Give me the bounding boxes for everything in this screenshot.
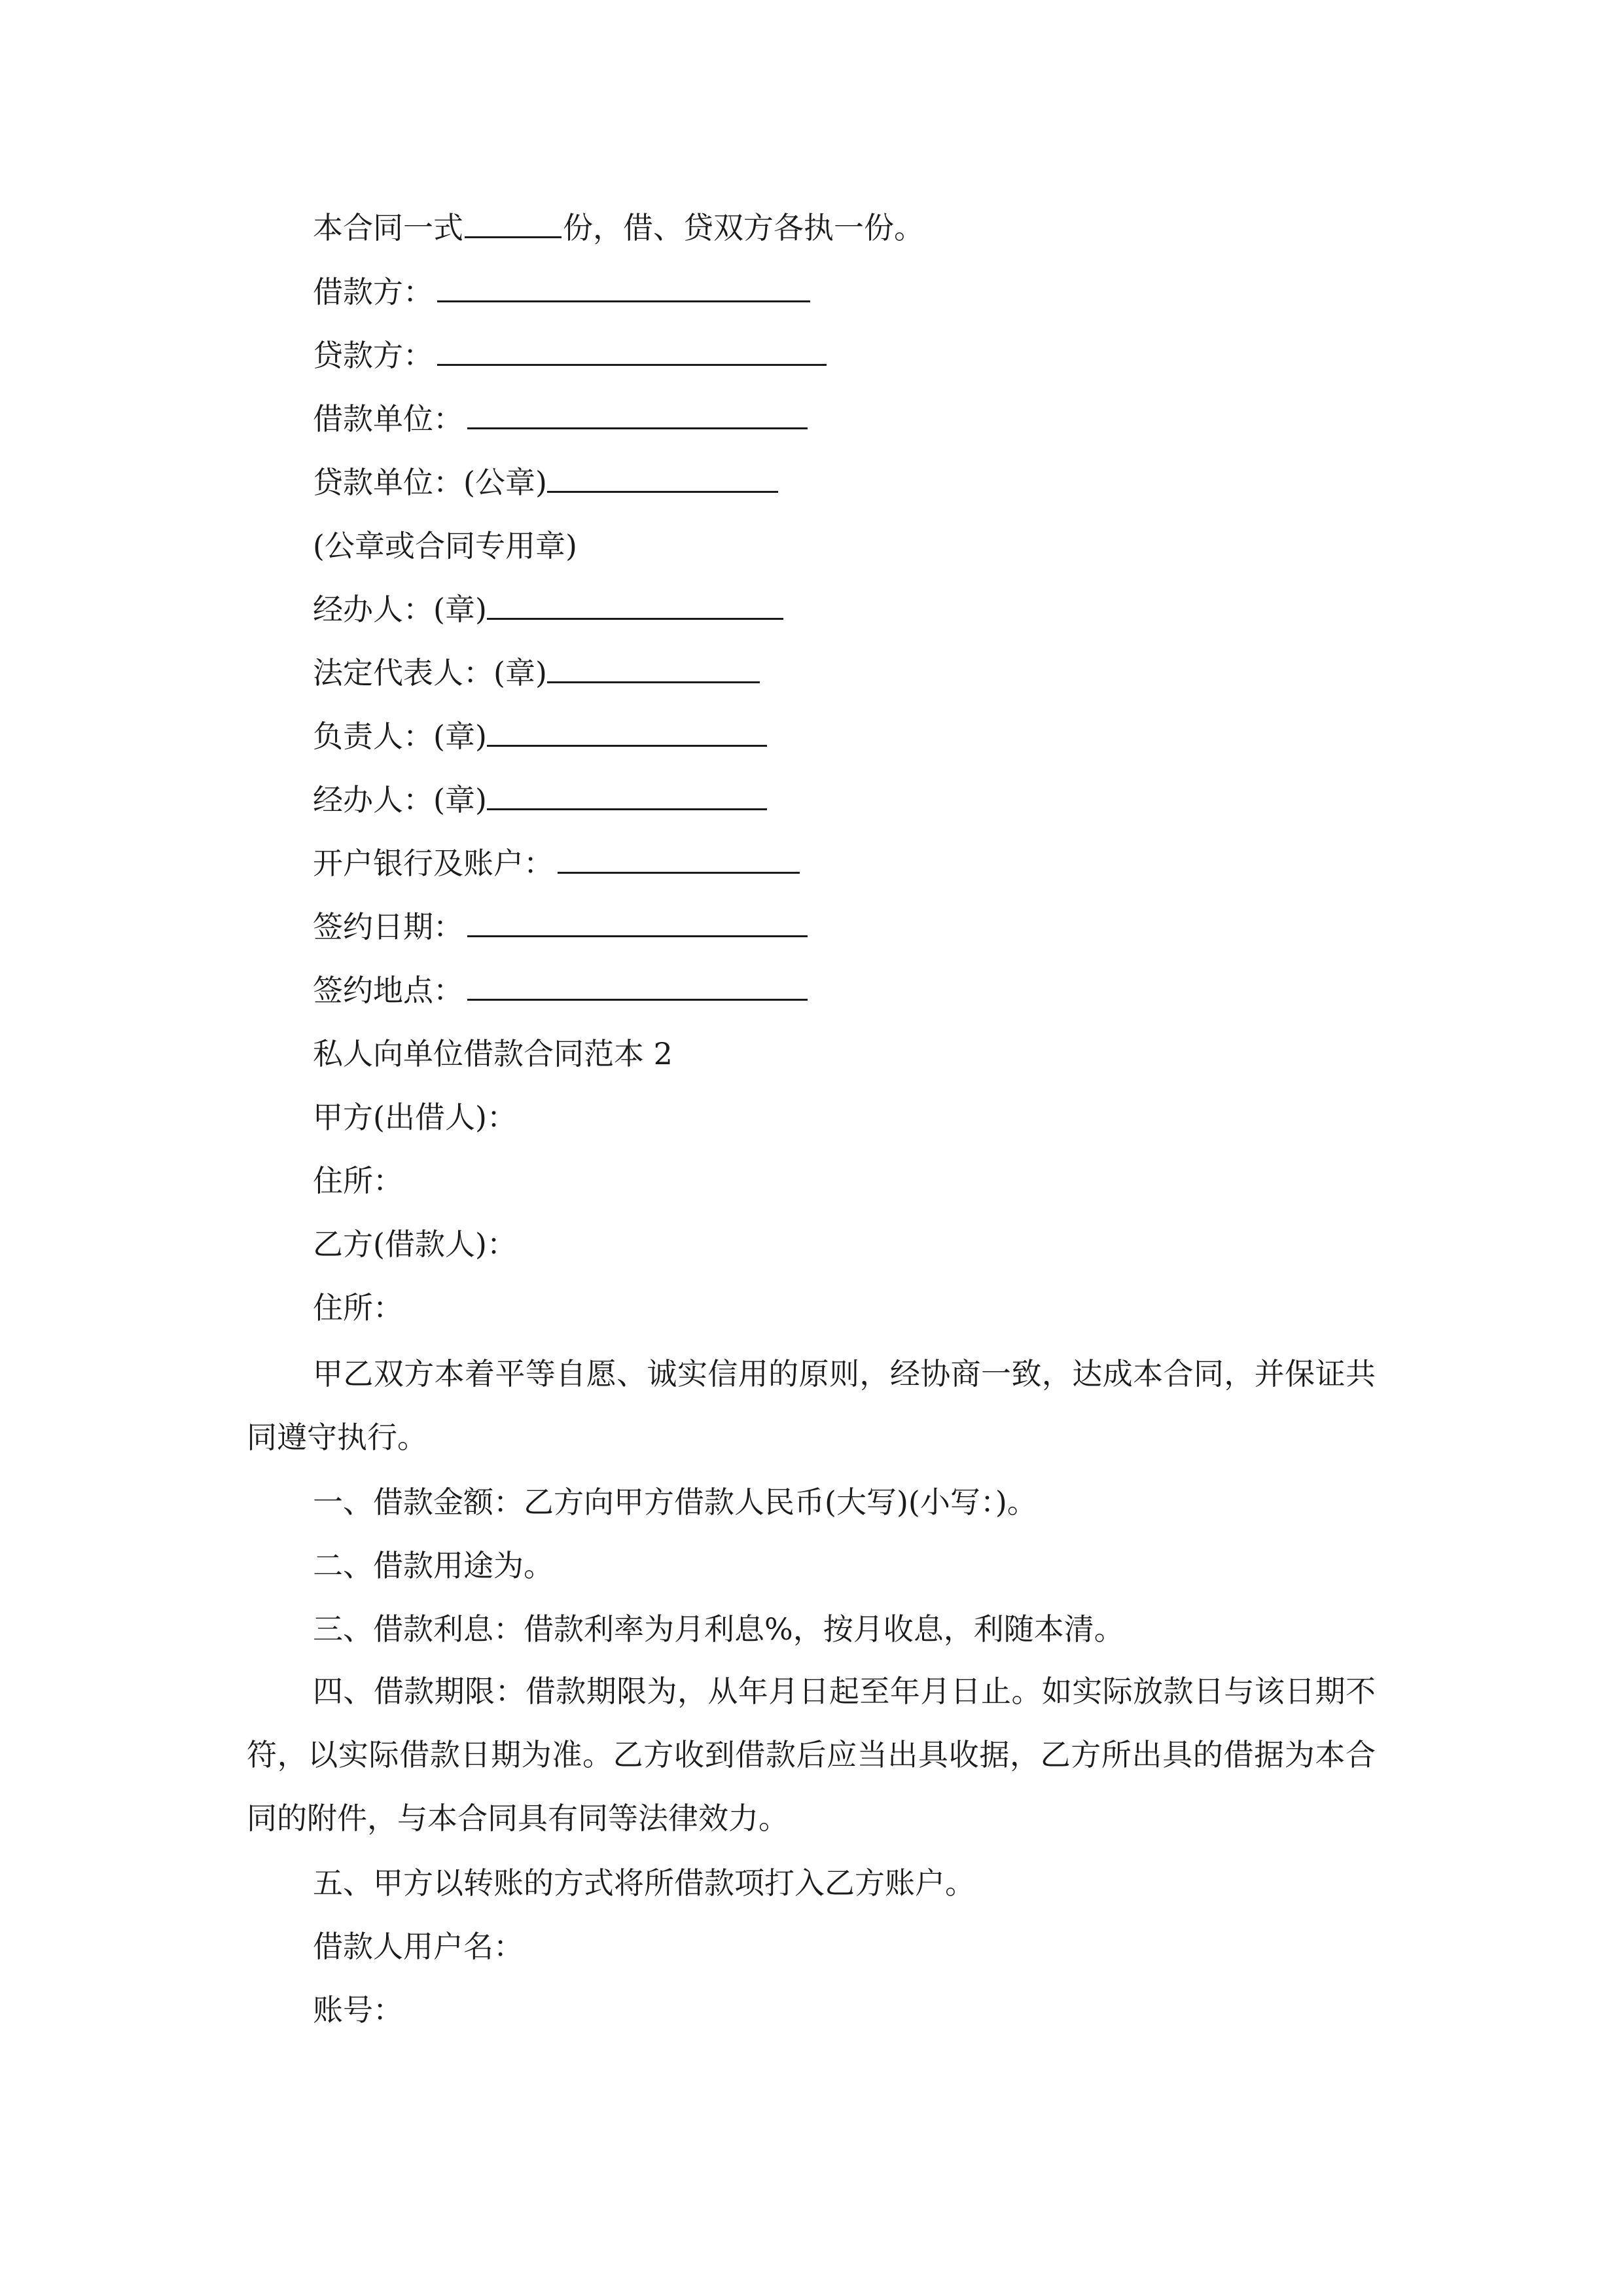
- lender-label: 贷款方：: [313, 338, 433, 373]
- sign-date-line: [313, 908, 808, 946]
- clause-1: 一、借款金额：乙方向甲方借款人民币(大写)(小写：)。: [313, 1484, 1037, 1520]
- lender-unit-label: 贷款单位：(公章): [313, 465, 547, 500]
- account-name-line: 借款人用户名：: [313, 1929, 524, 1964]
- borrower-unit-blank[interactable]: [467, 401, 808, 429]
- template2-title: 私人向单位借款合同范本 2: [313, 1036, 673, 1071]
- borrower-unit-line: [313, 400, 808, 438]
- copies-prefix: 本合同一式: [313, 210, 463, 245]
- seal-note-line: [313, 527, 577, 565]
- seal-note: (公章或合同专用章): [313, 528, 577, 564]
- intro-text: 甲乙双方本着平等自愿、诚实信用的原则，经协商一致，达成本合同，并保证共同遵守执行。: [247, 1356, 1376, 1455]
- clause-3: 三、借款利息：借款利率为月利息%，按月收息，利随本清。: [313, 1611, 1124, 1647]
- copies-suffix: 份，借、贷双方各执一份。: [563, 210, 924, 245]
- borrower-line: [313, 273, 810, 311]
- sign-place-line: [313, 971, 808, 1009]
- intro-paragraph: [247, 1342, 1376, 1469]
- legal-rep-line: [313, 654, 760, 692]
- account-number-line: 账号：: [313, 1992, 403, 2028]
- clause-4-paragraph: [247, 1660, 1376, 1850]
- sign-date-label: 签约日期：: [313, 909, 463, 944]
- copies-line: [313, 209, 924, 247]
- bank-account-line: [313, 844, 800, 882]
- clause-4-text: 四、借款期限：借款期限为，从年月日起至年月日止。如实际放款日与该日期不符，以实际借款日期为准。乙方收到借款后应当出具收据，乙方所出具的借据为本合同的附件，与本合同具有同等法律效力。: [247, 1674, 1376, 1836]
- responsible-label: 负责人：(章): [313, 719, 487, 754]
- clause-2: 二、借款用途为。: [313, 1548, 554, 1583]
- lender-blank[interactable]: [437, 338, 827, 366]
- sign-date-blank[interactable]: [467, 909, 808, 937]
- party-b-line: 乙方(借款人)：: [313, 1227, 517, 1262]
- lender-unit-line: [313, 463, 778, 501]
- clause-5: 五、甲方以转账的方式将所借款项打入乙方账户。: [313, 1865, 975, 1901]
- agent-blank-2[interactable]: [487, 782, 767, 810]
- sign-place-label: 签约地点：: [313, 973, 463, 1008]
- party-a-address-line: 住所：: [313, 1163, 403, 1198]
- sign-place-blank[interactable]: [467, 973, 808, 1001]
- bank-account-blank[interactable]: [558, 846, 800, 874]
- agent-line-1: [313, 590, 783, 628]
- agent-label-1: 经办人：(章): [313, 592, 487, 627]
- agent-blank-1[interactable]: [487, 592, 783, 620]
- agent-label-2: 经办人：(章): [313, 782, 487, 817]
- lender-line: [313, 336, 827, 374]
- copies-blank[interactable]: [465, 210, 562, 238]
- legal-rep-label: 法定代表人：(章): [313, 655, 547, 691]
- borrower-label: 借款方：: [313, 274, 433, 310]
- agent-line-2: [313, 781, 767, 819]
- borrower-unit-label: 借款单位：: [313, 401, 463, 437]
- party-a-line: 甲方(出借人)：: [313, 1100, 517, 1135]
- party-b-address-line: 住所：: [313, 1290, 403, 1325]
- responsible-blank[interactable]: [487, 719, 767, 747]
- responsible-line: [313, 717, 767, 755]
- lender-unit-blank[interactable]: [547, 465, 778, 493]
- legal-rep-blank[interactable]: [547, 655, 760, 683]
- borrower-blank[interactable]: [437, 274, 810, 302]
- bank-account-label: 开户银行及账户：: [313, 846, 554, 881]
